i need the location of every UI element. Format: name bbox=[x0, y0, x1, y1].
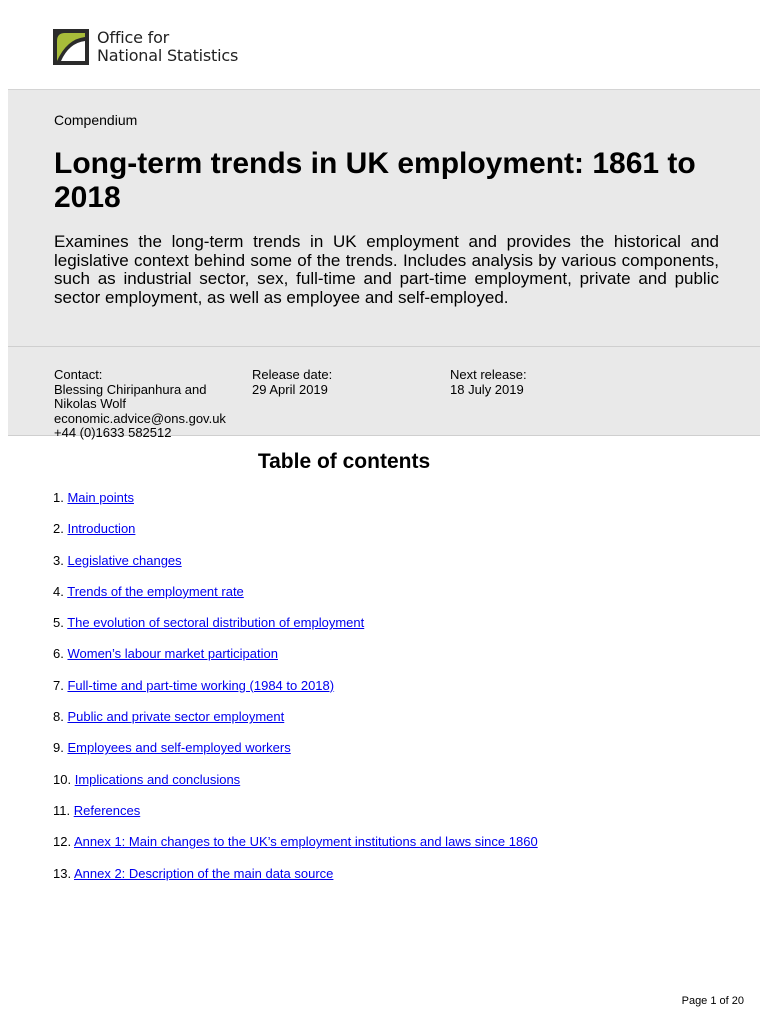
toc-item bbox=[53, 490, 733, 521]
release-date-block bbox=[252, 368, 432, 397]
toc-item-number: 10. bbox=[53, 771, 72, 787]
toc-item-number: 13. bbox=[53, 865, 72, 881]
toc-item-number: 7. bbox=[53, 677, 64, 693]
document-type: Compendium bbox=[54, 112, 138, 128]
toc-item-number: 8. bbox=[53, 709, 64, 725]
toc-item-number: 2. bbox=[53, 521, 64, 537]
toc-link[interactable]: Public and private sector employment bbox=[67, 709, 285, 725]
ons-logo-icon bbox=[53, 29, 89, 65]
next-release-label: Next release: bbox=[450, 367, 527, 382]
toc-link[interactable]: The evolution of sectoral distribution of employment bbox=[67, 615, 365, 631]
logo-line-2: National Statistics bbox=[97, 46, 239, 65]
document-header bbox=[8, 89, 760, 347]
toc-title: Table of contents bbox=[257, 450, 431, 473]
toc-item-number: 3. bbox=[53, 552, 64, 568]
toc-item bbox=[53, 709, 733, 740]
toc-item bbox=[53, 803, 733, 834]
toc-link[interactable]: Main points bbox=[67, 490, 134, 505]
next-release-block bbox=[450, 368, 630, 397]
toc-item bbox=[53, 834, 733, 865]
document-summary: Examines the long-term trends in UK employment and provides the historical and legislative context behind some of the trends. Includes analysis by various components, such as industrial sector, sex, full-time and part-time employment, private and public sector employment, as well as employee and self-employed. bbox=[54, 232, 719, 307]
toc-item bbox=[53, 772, 733, 803]
toc-link[interactable]: Employees and self-employed workers bbox=[67, 740, 291, 756]
toc-item-number: 5. bbox=[53, 615, 64, 631]
toc-link[interactable]: Women’s labour market participation bbox=[67, 646, 278, 662]
toc-item bbox=[53, 866, 733, 897]
contact-email: economic.advice@ons.gov.uk bbox=[54, 410, 226, 426]
release-metadata bbox=[8, 346, 760, 440]
toc-link[interactable]: Introduction bbox=[67, 521, 136, 537]
contact-name-line-1: Blessing Chiripanhura and bbox=[54, 381, 207, 397]
release-date-label: Release date: bbox=[252, 367, 333, 382]
ons-logo bbox=[53, 28, 238, 66]
contact-phone: +44 (0)1633 582512 bbox=[54, 425, 172, 440]
toc-item bbox=[53, 615, 733, 646]
toc-link[interactable]: Annex 2: Description of the main data source bbox=[73, 865, 334, 881]
toc-item bbox=[53, 678, 733, 709]
toc-item-number: 9. bbox=[53, 740, 64, 756]
table-of-contents bbox=[53, 490, 733, 897]
logo-line-1: Office for bbox=[97, 28, 170, 47]
toc-item-number: 4. bbox=[53, 583, 64, 599]
toc-item bbox=[53, 584, 733, 615]
toc-link[interactable]: Implications and conclusions bbox=[74, 771, 241, 787]
page-title: Long-term trends in UK employment: 1861 to 2018 bbox=[54, 147, 696, 214]
toc-item bbox=[53, 740, 733, 771]
toc-link[interactable]: Trends of the employment rate bbox=[67, 583, 244, 599]
release-date-value: 29 April 2019 bbox=[252, 381, 328, 397]
toc-item bbox=[53, 646, 733, 677]
page-number: Page 1 of 20 bbox=[681, 995, 744, 1007]
toc-link[interactable]: Legislative changes bbox=[67, 552, 182, 568]
toc-link[interactable]: References bbox=[73, 802, 141, 818]
contact-label: Contact: bbox=[54, 367, 103, 382]
ons-logo-text bbox=[97, 29, 238, 65]
toc-item bbox=[53, 553, 733, 584]
toc-item bbox=[53, 521, 733, 552]
next-release-value: 18 July 2019 bbox=[450, 381, 524, 397]
toc-link[interactable]: Annex 1: Main changes to the UK’s employment institutions and laws since 1860 bbox=[73, 834, 538, 850]
contact-block bbox=[54, 368, 239, 441]
toc-item-number: 11. bbox=[53, 802, 71, 818]
toc-item-number: 6. bbox=[53, 646, 64, 662]
toc-item-number: 12. bbox=[53, 834, 72, 850]
toc-item-number: 1. bbox=[53, 490, 64, 505]
toc-link[interactable]: Full-time and part-time working (1984 to 2018) bbox=[67, 677, 335, 693]
contact-name-line-2: Nikolas Wolf bbox=[54, 396, 127, 411]
